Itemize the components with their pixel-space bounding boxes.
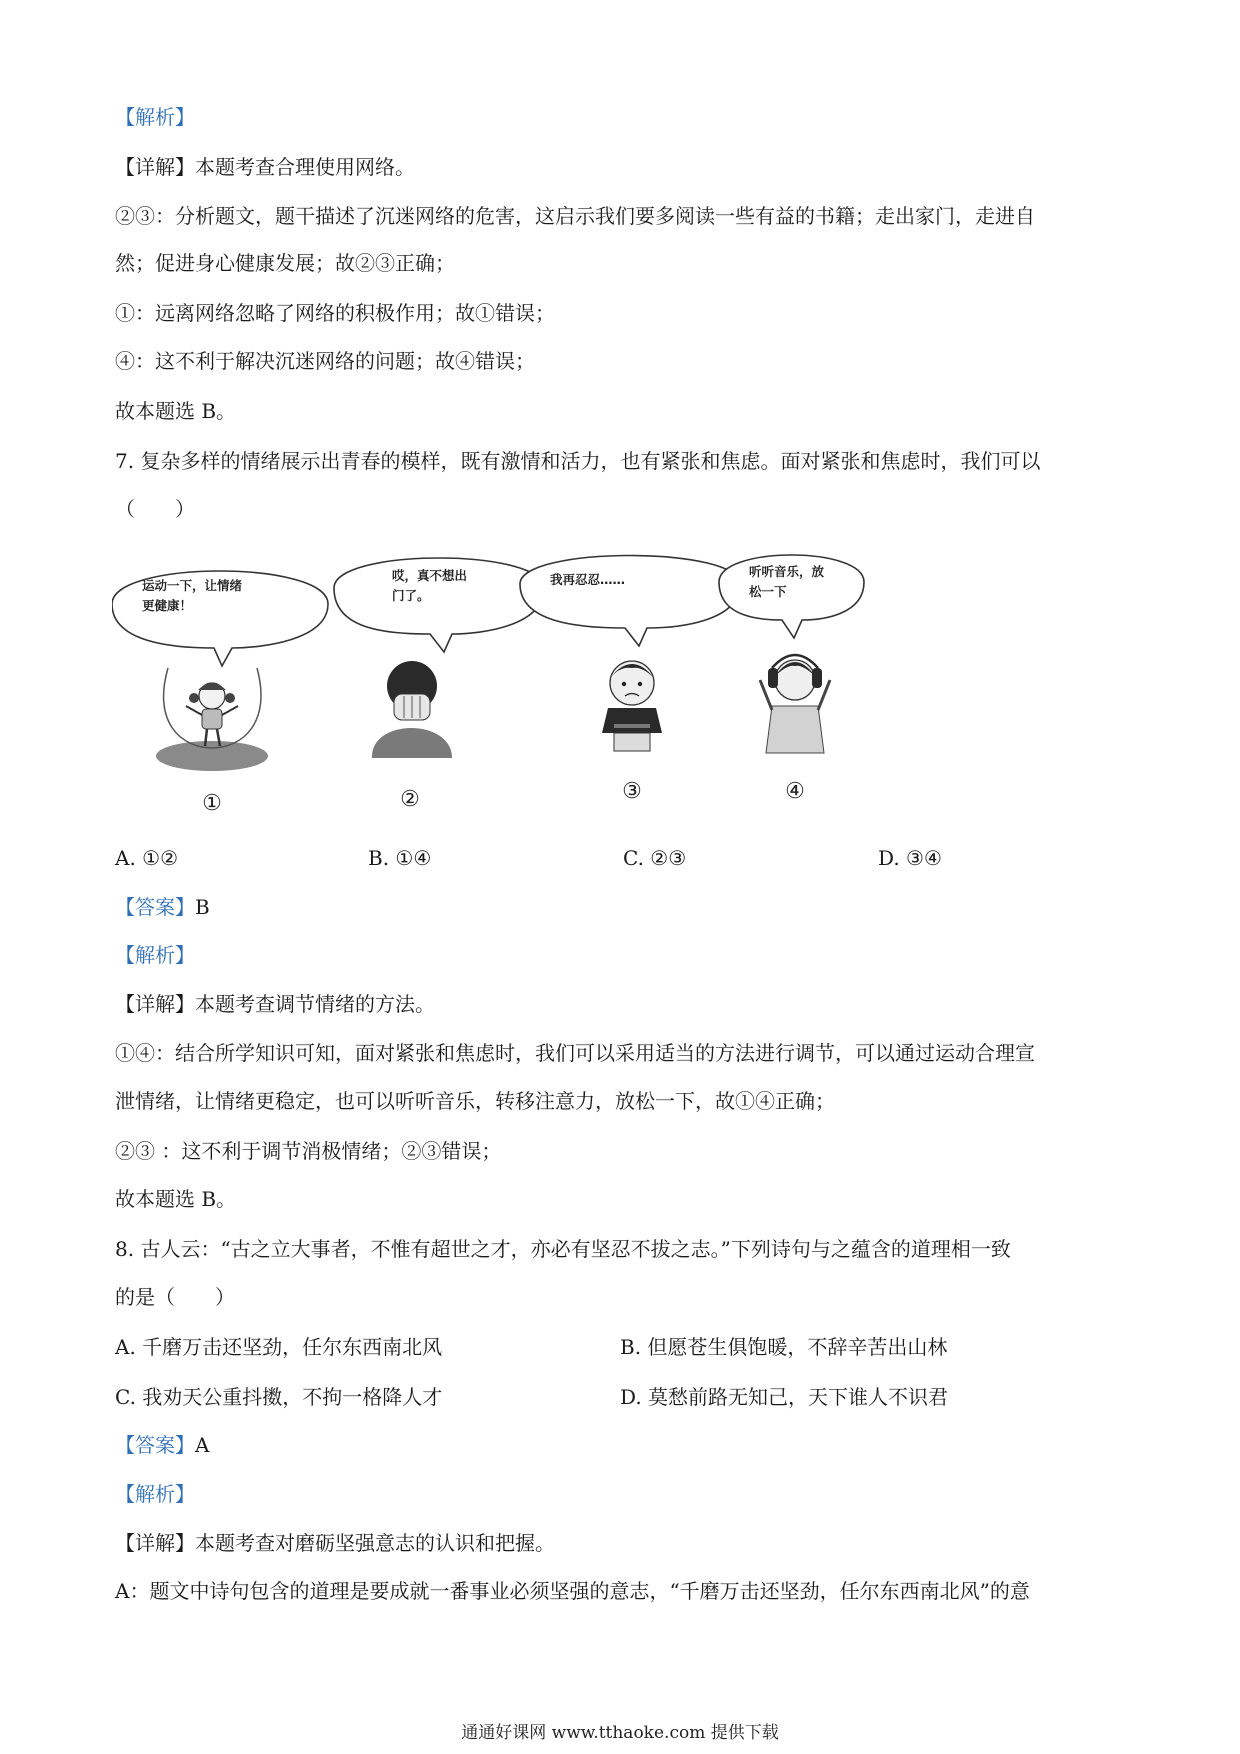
bubble-text: 哎，真不想出: [392, 568, 468, 583]
figure-number: ④: [785, 779, 805, 804]
girl-jumping-rope-icon: [156, 668, 268, 771]
detail-heading: 【详解】本题考查合理使用网络。: [115, 155, 415, 179]
panel-1: [112, 571, 328, 816]
emotion-illustration: [112, 548, 992, 828]
question-7-figure: [112, 548, 992, 828]
figure-number: ①: [202, 791, 222, 816]
panel-3: [520, 556, 740, 805]
answer-tag: 【答案】: [115, 895, 195, 919]
question-7-stem-bracket: （ ）: [115, 497, 195, 521]
question-8-stem-cont: 的是（ ）: [115, 1285, 235, 1309]
boy-listening-music-icon: [760, 655, 830, 753]
answer-value: A: [195, 1433, 210, 1457]
option-d: D. 莫愁前路无知己，天下谁人不识君: [620, 1385, 949, 1409]
analysis-tag: 【解析】: [115, 105, 195, 129]
answer-tag: 【答案】: [115, 1433, 195, 1457]
bubble-text: 门了。: [392, 588, 430, 603]
analysis-tag: 【解析】: [115, 943, 195, 967]
option-c: C. 我劝天公重抖擞，不拘一格降人才: [115, 1385, 443, 1409]
answer-line: [115, 1430, 209, 1460]
question-8-stem: 8. 古人云：“古之立大事者，不惟有超世之才，亦必有坚忍不拔之志。”下列诗句与之蕴含的道理相一致: [115, 1237, 1011, 1261]
page-footer: 通通好课网 www.tthaoke.com 提供下载: [461, 1723, 779, 1743]
figure-number: ③: [622, 779, 642, 804]
detail-line: ②③ ：这不利于调节消极情绪；②③错误；: [115, 1139, 502, 1163]
detail-line: 然；促进身心健康发展；故②③正确；: [115, 251, 455, 275]
answer-value: B: [195, 895, 210, 919]
bubble-text: 我再忍忍……: [550, 572, 626, 587]
detail-line: ④：这不利于解决沉迷网络的问题；故④错误；: [115, 349, 535, 373]
option-b: B. 但愿苍生俱饱暖，不辞辛苦出山林: [620, 1335, 948, 1359]
option-a: A. ①②: [115, 846, 179, 870]
detail-line: ①④：结合所学知识可知，面对紧张和焦虑时，我们可以采用适当的方法进行调节，可以通过运动合理宣: [115, 1041, 1035, 1065]
worried-boy-icon: [602, 661, 662, 751]
answer-line: [115, 892, 210, 922]
option-b: B. ①④: [368, 846, 432, 870]
bubble-text: 听听音乐，放: [749, 564, 825, 579]
analysis-tag: 【解析】: [115, 1482, 195, 1506]
detail-heading: 【详解】本题考查对磨砺坚强意志的认识和把握。: [115, 1531, 555, 1555]
figure-number: ②: [400, 787, 420, 812]
detail-line: A：题文中诗句包含的道理是要成就一番事业必须坚强的意志，“千磨万击还坚劲，任尔东西南北风”的意: [115, 1579, 1030, 1603]
conclusion: 故本题选 B。: [115, 399, 237, 423]
detail-line: ①：远离网络忽略了网络的积极作用；故①错误；: [115, 301, 555, 325]
speech-bubble: [520, 556, 740, 647]
detail-line: ②③：分析题文，题干描述了沉迷网络的危害，这启示我们要多阅读一些有益的书籍；走出家门，走进自: [115, 204, 1035, 228]
option-a: A. 千磨万击还坚劲，任尔东西南北风: [115, 1335, 443, 1359]
detail-line: 泄情绪，让情绪更稳定，也可以听听音乐，转移注意力，放松一下，故①④正确；: [115, 1089, 835, 1113]
panel-4: [719, 555, 864, 804]
option-c: C. ②③: [623, 846, 687, 870]
sad-boy-covering-face-icon: [372, 661, 452, 758]
bubble-text: 运动一下，让情绪: [142, 578, 243, 593]
option-d: D. ③④: [878, 846, 942, 870]
conclusion: 故本题选 B。: [115, 1187, 237, 1211]
detail-heading: 【详解】本题考查调节情绪的方法。: [115, 992, 435, 1016]
bubble-text: 更健康！: [142, 598, 193, 613]
question-7-stem: 7. 复杂多样的情绪展示出青春的模样，既有激情和活力，也有紧张和焦虑。面对紧张和焦虑时，我们可以: [115, 449, 1041, 473]
bubble-text: 松一下: [749, 584, 787, 599]
panel-2: [334, 558, 544, 812]
